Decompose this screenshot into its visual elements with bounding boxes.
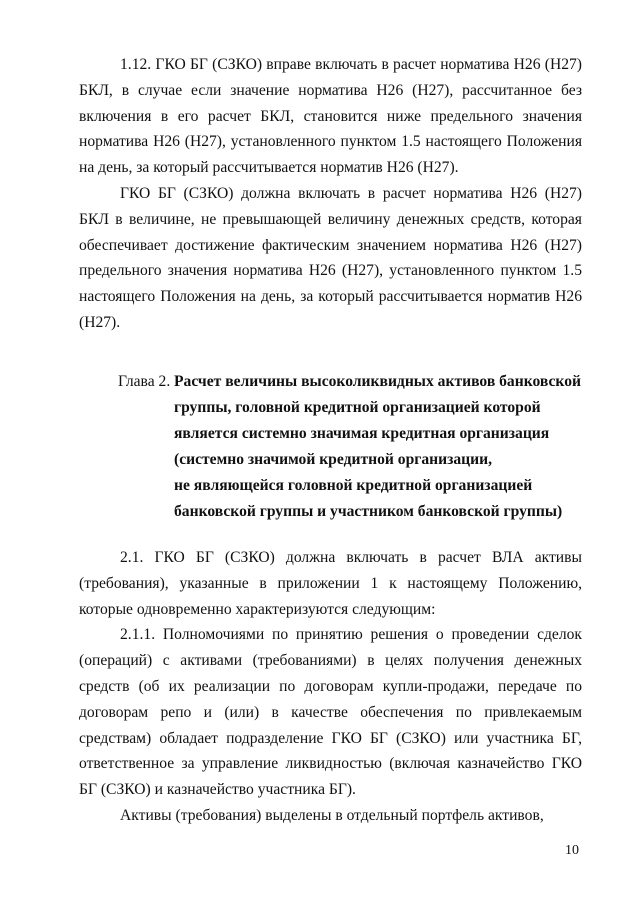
chapter-title-line: (системно значимой кредитной организации, bbox=[174, 451, 493, 468]
chapter-title bbox=[174, 369, 582, 525]
paragraph-2-1-1: 2.1.1. Полномочиями по принятию решения о проведении сделок (операций) с активами (требованиями) в целях получения денежных средств (об их реализации по договорам купли-продажи, передаче по договорам репо и (или) в качестве обеспечения по привлекаемым средствам) обладает подразделение ГКО БГ (СЗКО) или участника БГ, ответственное за управление ликвидностью (включая казначейство ГКО БГ (СЗКО) и казначейство участника БГ). bbox=[79, 626, 582, 799]
section-1-12 bbox=[79, 52, 582, 336]
chapter-2-heading bbox=[118, 369, 582, 525]
paragraph-2-1: 2.1. ГКО БГ (СЗКО) должна включать в расчет ВЛА активы (требования), указанные в приложении 1 к настоящему Положению, которые одновременно характеризуются следующим: bbox=[79, 549, 582, 618]
chapter-label: Глава 2. bbox=[118, 373, 171, 390]
paragraph-1-12: 1.12. ГКО БГ (СЗКО) вправе включать в расчет норматива Н26 (Н27) БКЛ, в случае если значение норматива Н26 (Н27), рассчитанное без включения в его расчет БКЛ, становится ниже предельного значения норматива Н26 (Н27), установленного пунктом 1.5 настоящего Положения на день, за который рассчитывается норматив Н26 (Н27). bbox=[79, 56, 582, 177]
section-2 bbox=[79, 545, 582, 829]
chapter-title-line: не являющейся головной кредитной организацией bbox=[174, 477, 533, 494]
chapter-title-line: банковской группы и участником банковской группы) bbox=[174, 503, 563, 520]
chapter-title-line: группы, головной кредитной организацией которой bbox=[174, 399, 541, 416]
chapter-title-line: является системно значимая кредитная организация bbox=[174, 425, 550, 442]
chapter-title-line: Расчет величины высоколиквидных активов банковской bbox=[174, 373, 581, 390]
page-number: 10 bbox=[565, 843, 579, 858]
paragraph-assets-portfolio: Активы (требования) выделены в отдельный портфель активов, bbox=[120, 806, 544, 824]
paragraph-bkl-limit: ГКО БГ (СЗКО) должна включать в расчет норматива Н26 (Н27) БКЛ в величине, не превышающей величину денежных средств, которая обеспечивает достижение фактическим значением норматива Н26 (Н27) предельного значения норматива Н26 (Н27), установленного пунктом 1.5 настоящего Положения на день, за который рассчитывается норматив Н26 (Н27). bbox=[79, 184, 582, 331]
